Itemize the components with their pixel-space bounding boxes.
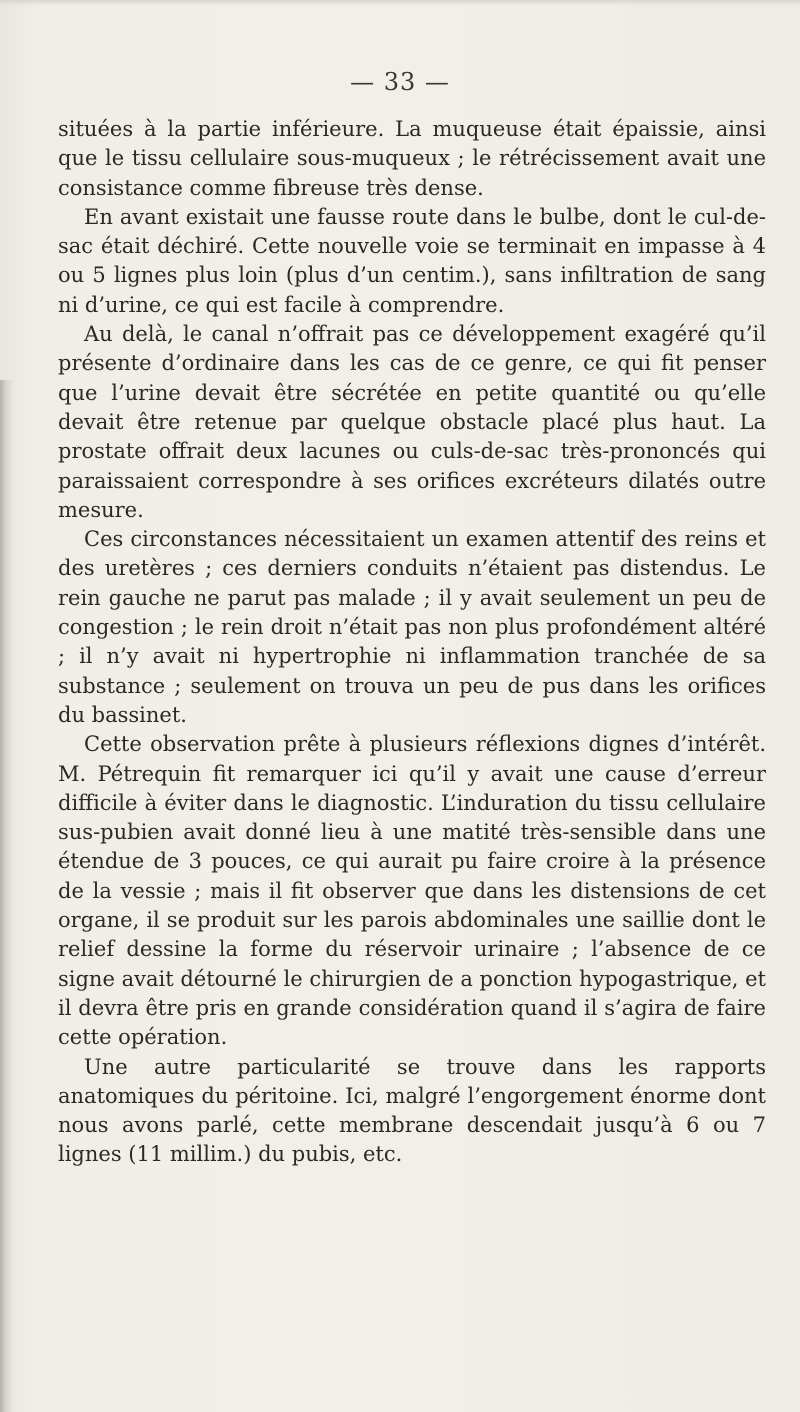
page-number: — 33 — — [350, 68, 450, 96]
page-top-edge — [0, 0, 800, 6]
binding-shadow — [0, 380, 14, 1412]
paragraph-6: Une autre particularité se trouve dans les rapports anatomiques du péritoine. Ici, malgré l’engorgement énorme dont nous avons parlé, cette membrane descendait jusqu’à 6 ou 7 lignes (11 millim.) du pubis, etc. — [58, 1054, 766, 1167]
paragraph-1: situées à la partie inférieure. La muqueuse était épaissie, ainsi que le tissu cellulaire sous-muqueux ; le rétrécissement avait une consistance comme fibreuse très dense. — [58, 117, 766, 200]
paragraph-5: Cette observation prête à plusieurs réflexions dignes d’intérêt. M. Pétrequin fit remarquer ici qu’il y avait une cause d’erreur difficile à éviter dans le diagnostic. L’induration du tissu cellulaire sus-pubien avait donné lieu à une matité très-sensible dans une étendue de 3 pouces, ce qui aurait pu faire croire à la présence de la vessie ; mais il fit observer que dans les distensions de cet organe, il se produit sur les parois abdominales une saillie dont le relief dessine la forme du réservoir urinaire ; l’absence de ce signe avait détourné le chirurgien de a ponction hypogastrique, et il devra être pris en grande considération quand il s’agira de faire cette opération. — [58, 732, 766, 1050]
paragraph-4: Ces circonstances nécessitaient un examen attentif des reins et des uretères ; ces derniers conduits n’étaient pas distendus. Le rein gauche ne parut pas malade ; il y avait seulement un peu de congestion ; le rein droit n’était pas non plus profondément altéré ; il n’y avait ni hypertrophie ni inflammation tranchée de sa substance ; seulement on trouva un peu de pus dans les orifices du bassinet. — [58, 527, 766, 727]
body-text — [58, 115, 766, 1170]
paragraph-2: En avant existait une fausse route dans le bulbe, dont le cul-de-sac était déchiré. Cette nouvelle voie se terminait en impasse à 4 ou 5 lignes plus loin (plus d’un centim.), sans infiltration de sang ni d’urine, ce qui est facile à comprendre. — [58, 204, 766, 317]
paragraph-3: Au delà, le canal n’offrait pas ce développement exagéré qu’il présente d’ordinaire dans les cas de ce genre, ce qui fit penser que l’urine devait être sécrétée en petite quantité ou qu’elle devait être retenue par quelque obstacle placé plus haut. La prostate offrait deux lacunes ou culs-de-sac très-prononcés qui paraissaient correspondre à ses orifices excréteurs dilatés outre mesure. — [58, 322, 766, 522]
